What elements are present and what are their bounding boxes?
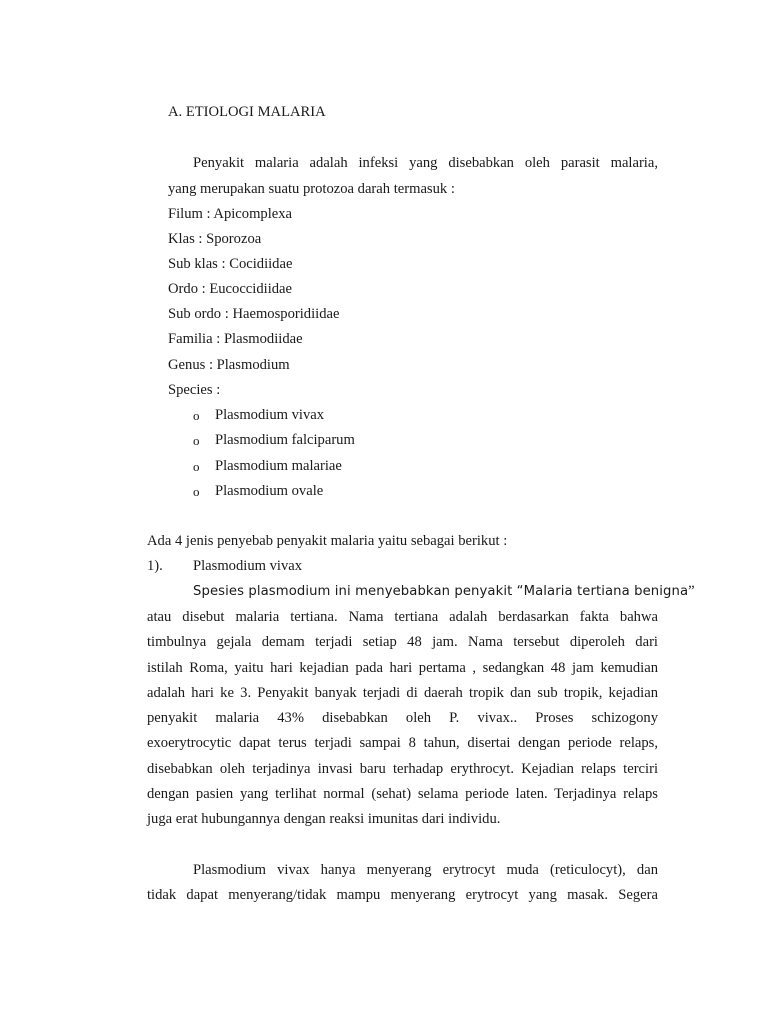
para2-line-1: Plasmodium vivax hanya menyerang erytrocyt muda (reticulocyt), dan (193, 862, 658, 878)
taxonomy-genus: Genus : Plasmodium (168, 357, 290, 373)
item-title: Plasmodium vivax (193, 558, 303, 574)
para2-line-2: tidak dapat menyerang/tidak mampu menyerang erytrocyt yang masak. Segera (147, 887, 658, 903)
taxonomy-familia: Familia : Plasmodiidae (168, 331, 303, 347)
closing-quote: ” (688, 583, 695, 599)
taxonomy-species-label: Species : (168, 382, 221, 398)
taxonomy-klas: Klas : Sporozoa (168, 231, 262, 247)
para1-line-4: istilah Roma, yaitu hari kejadian pada hari pertama , sedangkan 48 jam kemudian (147, 660, 658, 676)
intro-line-1: Penyakit malaria adalah infeksi yang disebabkan oleh parasit malaria, (193, 155, 658, 171)
intro-line-2: yang merupakan suatu protozoa darah termasuk : (168, 181, 455, 197)
section-heading: A. ETIOLOGI MALARIA (168, 104, 326, 120)
species-item: Plasmodium ovale (215, 483, 324, 499)
taxonomy-sub-ordo: Sub ordo : Haemosporidiidae (168, 306, 340, 322)
para1-line-1-text: Spesies plasmodium ini menyebabkan penyakit “Malaria tertiana benigna (193, 584, 689, 599)
bullet-icon: o (193, 433, 200, 448)
bullet-icon: o (193, 408, 200, 423)
item-number: 1). (147, 558, 163, 574)
para1-line-3: timbulnya gejala demam terjadi setiap 48 jam. Nama tersebut diperoleh dari (147, 634, 658, 650)
bullet-icon: o (193, 459, 200, 474)
para1-line-7: exoerytrocytic dapat terus terjadi sampai 8 tahun, disertai dengan periode relaps, (147, 735, 658, 751)
para1-line-2: atau disebut malaria tertiana. Nama tertiana adalah berdasarkan fakta bahwa (147, 609, 658, 625)
species-item: Plasmodium malariae (215, 458, 342, 474)
para1-line-6: penyakit malaria 43% disebabkan oleh P. vivax.. Proses schizogony (147, 710, 658, 726)
taxonomy-sub-klas: Sub klas : Cocidiidae (168, 256, 293, 272)
para1-line-10: juga erat hubungannya dengan reaksi imunitas dari individu. (147, 811, 501, 827)
species-item: Plasmodium falciparum (215, 432, 355, 448)
species-item: Plasmodium vivax (215, 407, 325, 423)
taxonomy-ordo: Ordo : Eucoccidiidae (168, 281, 292, 297)
para1-line-5: adalah hari ke 3. Penyakit banyak terjadi di daerah tropik dan sub tropik, kejadian (147, 685, 658, 701)
para1-line-9: dengan pasien yang terlihat normal (sehat) selama periode laten. Terjadinya relaps (147, 786, 658, 802)
para1-line-8: disebabkan oleh terjadinya invasi baru terhadap erythrocyt. Kejadian relaps terciri (147, 761, 658, 777)
bullet-icon: o (193, 484, 200, 499)
taxonomy-filum: Filum : Apicomplexa (168, 206, 293, 222)
types-intro: Ada 4 jenis penyebab penyakit malaria yaitu sebagai berikut : (147, 533, 508, 549)
para1-line-1 (193, 582, 695, 601)
